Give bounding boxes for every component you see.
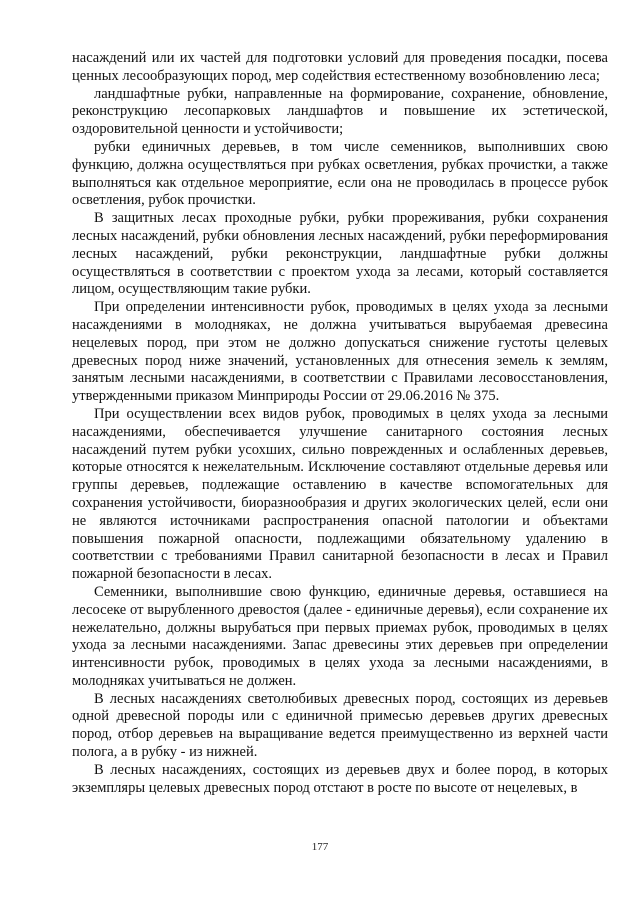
body-text — [72, 50, 608, 797]
paragraph-2: ландшафтные рубки, направленные на формирование, сохранение, обновление, реконструкцию лесопарковых ландшафтов и повышение их эстетической, оздоровительной ценности и устойчивости; — [72, 85, 608, 138]
paragraph-6: При осуществлении всех видов рубок, проводимых в целях ухода за лесными насаждениями, обеспечивается улучшение санитарного состояния лесных насаждений путем рубки усохших, сильно поврежденных и ослабленных деревьев, которые относятся к нежелательным. Исключение составляют отдельные деревья или группы деревьев, подлежащие оставлению в качестве вспомогательных для сохранения устойчивости, биоразнообразия и других экологических целей, если они не являются источниками распространения опасной патологии и объектами повышения пожарной опасности, подлежащими обязательному удалению в соответствии с требованиями Правил санитарной безопасности в лесах и Правил пожарной безопасности в лесах. — [72, 405, 608, 583]
paragraph-7: Семенники, выполнившие свою функцию, единичные деревья, оставшиеся на лесосеке от вырубленного древостоя (далее - единичные деревья), если сохранение их нежелательно, должны вырубаться при первых приемах рубок, проводимых в целях ухода за лесными насаждениями. Запас древесины этих деревьев при определении интенсивности рубок, проводимых в целях ухода за лесными насаждениями, в молодняках учитываться не должен. — [72, 583, 608, 689]
page-number: 177 — [311, 841, 329, 853]
paragraph-5: При определении интенсивности рубок, проводимых в целях ухода за лесными насаждениями в молодняках, не должна учитываться вырубаемая древесина нецелевых пород, при этом не должно допускаться снижение густоты целевых древесных пород ниже значений, установленных для отнесения земель к землям, занятым лесными насаждениями, в соответствии с Правилами лесовосстановления, утвержденными приказом Минприроды России от 29.06.2016 № 375. — [72, 299, 608, 405]
paragraph-3: рубки единичных деревьев, в том числе семенников, выполнивших свою функцию, должна осуществляться при рубках осветления, рубках прочистки, а также выполняться как отдельное мероприятие, если она не проводилась в процессе рубок осветления, рубок прочистки. — [72, 138, 608, 209]
paragraph-1: насаждений или их частей для подготовки условий для проведения посадки, посева ценных лесообразующих пород, мер содействия естественному возобновлению леса; — [72, 50, 608, 84]
paragraph-4: В защитных лесах проходные рубки, рубки прореживания, рубки сохранения лесных насаждений, рубки обновления лесных насаждений, рубки переформирования лесных насаждений, рубки реконструкции, ландшафтные рубки должны осуществляться в соответствии с проектом ухода за лесами, который составляется лицом, осуществляющим такие рубки. — [72, 210, 608, 298]
paragraph-9: В лесных насаждениях, состоящих из деревьев двух и более пород, в которых экземпляры целевых древесных пород отстают в росте по высоте от нецелевых, в — [72, 761, 608, 796]
paragraph-8: В лесных насаждениях светолюбивых древесных пород, состоящих из деревьев одной древесной породы или с единичной примесью деревьев других древесных пород, отбор деревьев на выращивание ведется преимущественно из верхней части полога, а в рубку - из нижней. — [72, 690, 608, 761]
